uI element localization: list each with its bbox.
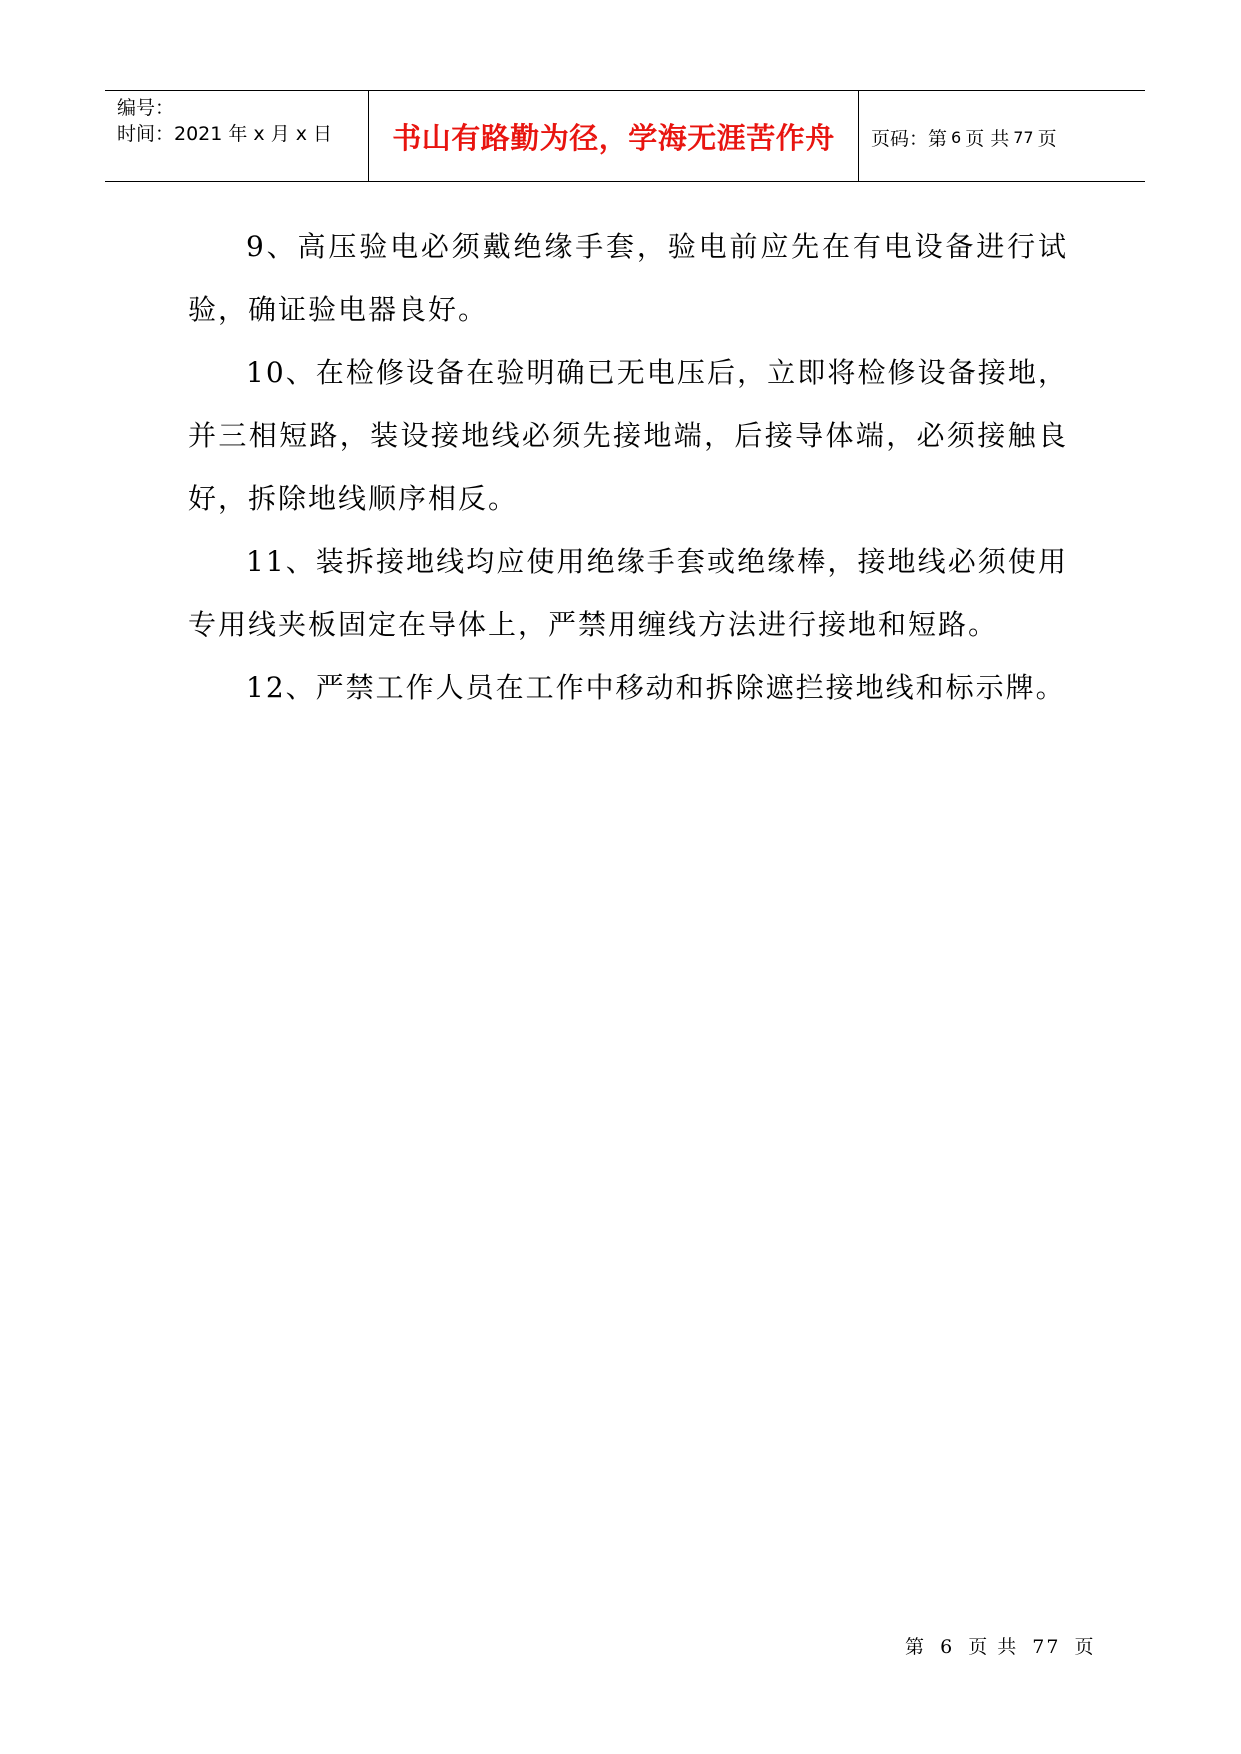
document-number-label: 编号： <box>117 97 175 119</box>
header-page-mid: 页 共 <box>965 127 1010 150</box>
header-page-total: 77 <box>1013 127 1034 147</box>
document-time-label: 时间：2021 年 x 月 x 日 <box>117 123 333 145</box>
footer-prefix: 第 <box>905 1636 927 1658</box>
header-page-info <box>859 91 1145 181</box>
footer-suffix: 页 <box>1074 1636 1096 1658</box>
header-page-prefix: 页码：第 <box>871 127 948 150</box>
page-header <box>105 90 1145 182</box>
header-meta <box>105 91 369 181</box>
header-page-suffix: 页 <box>1037 127 1057 150</box>
paragraph-11: 11、装拆接地线均应使用绝缘手套或绝缘棒，接地线必须使用专用线夹板固定在导体上，严禁用缠线方法进行接地和短路。 <box>188 545 1068 641</box>
paragraph-9: 9、高压验电必须戴绝缘手套，验电前应先在有电设备进行试验，确证验电器良好。 <box>188 230 1068 326</box>
header-motto: 书山有路勤为径，学海无涯苦作舟 <box>369 91 859 181</box>
document-body <box>188 215 1068 719</box>
page-footer <box>905 1632 1102 1659</box>
footer-total-pages: 77 <box>1032 1636 1061 1658</box>
header-page-current: 6 <box>951 127 962 147</box>
footer-mid: 页 共 <box>968 1636 1019 1658</box>
paragraph-10: 10、在检修设备在验明确已无电压后，立即将检修设备接地，并三相短路，装设接地线必须先接地端，后接导体端，必须接触良好，拆除地线顺序相反。 <box>188 356 1068 515</box>
footer-current-page: 6 <box>940 1636 955 1658</box>
paragraph-12: 12、严禁工作人员在工作中移动和拆除遮拦接地线和标示牌。 <box>246 671 1066 704</box>
